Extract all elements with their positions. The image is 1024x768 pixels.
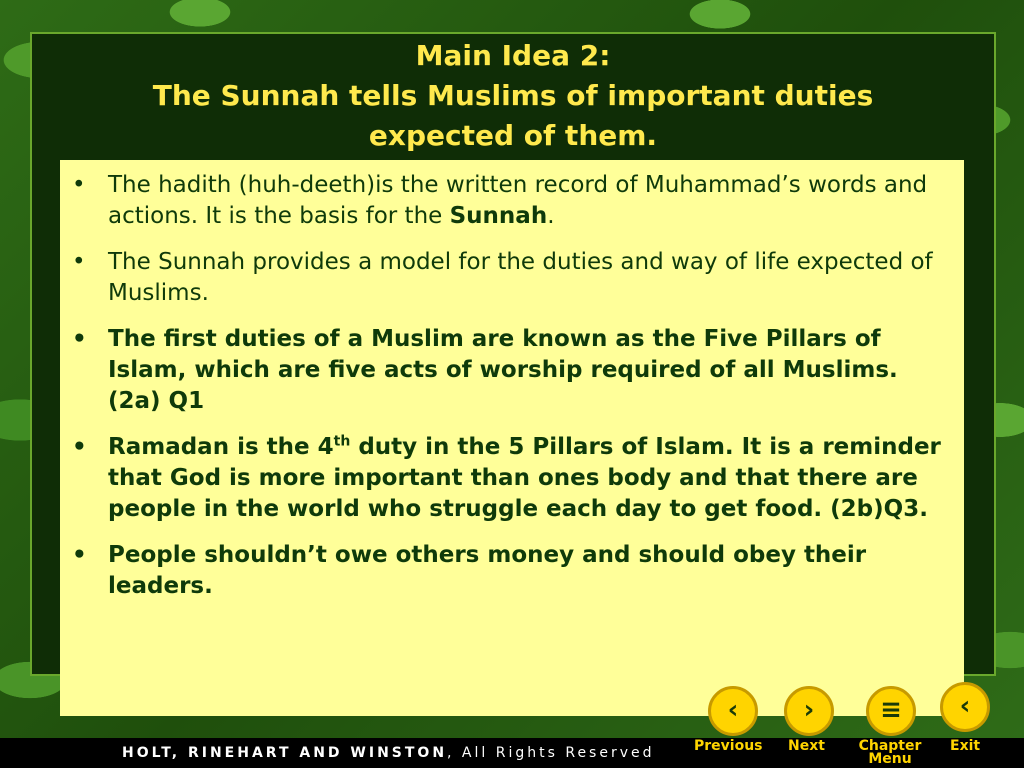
- next-circle-button[interactable]: [784, 686, 834, 736]
- menu-icon: ≡: [880, 695, 902, 725]
- chapter-menu-circle-button[interactable]: [866, 686, 916, 736]
- slide-title: [30, 36, 996, 156]
- bullet-text: The first duties of a Muslim are known as the Five Pillars of Islam, which are five acts of worship required of all Muslims. (2a) Q1: [108, 326, 898, 414]
- exit-circle-button[interactable]: [940, 682, 990, 732]
- title-line-1: Main Idea 2:: [415, 39, 611, 72]
- bullet-item: [72, 170, 954, 232]
- publisher-credit: [122, 745, 655, 761]
- next-link[interactable]: Next: [788, 738, 825, 754]
- bullet-text: People shouldn’t owe others money and should obey their leaders.: [108, 542, 867, 599]
- bullet-text: Ramadan is the 4th duty in the 5 Pillars of Islam. It is a reminder that God is more important than ones body and that there are people in the world who struggle each day to get food. (2b)Q3.: [108, 433, 941, 522]
- content-box: [60, 160, 964, 716]
- arrow-left-icon: ‹: [727, 695, 739, 725]
- bullet-item: [72, 324, 954, 417]
- title-line-2: The Sunnah tells Muslims of important duties: [152, 79, 874, 112]
- bullet-text: The Sunnah provides a model for the duties and way of life expected of Muslims.: [108, 249, 933, 306]
- previous-circle-button[interactable]: [708, 686, 758, 736]
- rights-text: , All Rights Reserved: [447, 745, 655, 761]
- title-line-3: expected of them.: [368, 119, 658, 152]
- bullet-item: [72, 247, 954, 309]
- bullet-marker: •: [72, 249, 86, 275]
- exit-icon: ‹: [959, 691, 971, 721]
- previous-link[interactable]: Previous: [694, 738, 763, 754]
- chapter-menu-link[interactable]: Chapter Menu: [858, 738, 922, 767]
- publisher-name: HOLT, RINEHART AND WINSTON: [122, 745, 448, 761]
- bullet-item: [72, 540, 954, 602]
- nav-buttons: [700, 680, 1000, 740]
- bullet-marker: •: [72, 542, 87, 568]
- exit-link[interactable]: Exit: [950, 738, 981, 754]
- bullet-marker: •: [72, 434, 87, 460]
- arrow-right-icon: ›: [803, 695, 815, 725]
- bullet-text: The hadith (huh-deeth)is the written record of Muhammad’s words and actions. It is the basis for the Sunnah.: [108, 172, 928, 229]
- bullet-marker: •: [72, 326, 87, 352]
- bullet-item: [72, 432, 954, 525]
- bullet-marker: •: [72, 172, 86, 198]
